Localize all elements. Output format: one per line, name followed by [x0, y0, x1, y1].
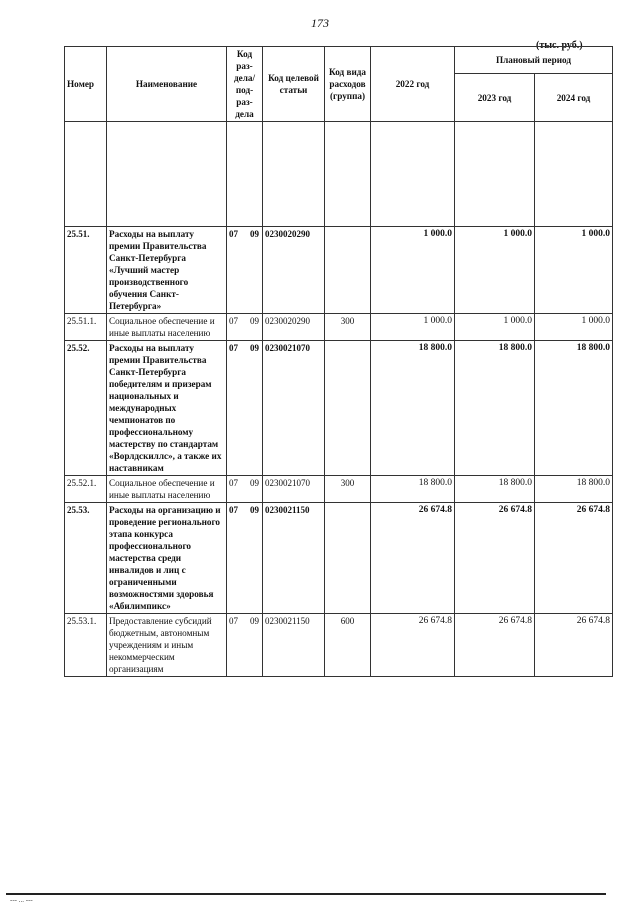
table-row [65, 476, 613, 503]
footer-mark: --- ... --- [10, 896, 33, 904]
row-amount-2023: 26 674.8 [455, 503, 535, 614]
header-year-2023: 2023 год [455, 74, 535, 122]
row-amount-2022: 26 674.8 [371, 614, 455, 677]
row-number: 25.52.1. [65, 476, 107, 503]
table-row [65, 341, 613, 476]
header-article-code: Код целевой статьи [263, 47, 325, 122]
row-amount-2023: 18 800.0 [455, 341, 535, 476]
row-section: 07 [229, 478, 238, 488]
row-section: 07 [229, 616, 238, 626]
row-group-code [325, 503, 371, 614]
row-amount-2024: 1 000.0 [535, 314, 613, 341]
row-number: 25.53. [65, 503, 107, 614]
row-amount-2023: 18 800.0 [455, 476, 535, 503]
row-amount-2022: 26 674.8 [371, 503, 455, 614]
row-section: 07 [229, 343, 238, 353]
row-article-code: 0230020290 [263, 227, 325, 314]
table-row [65, 314, 613, 341]
header-name: Наименование [107, 47, 227, 122]
row-section-code [227, 227, 263, 314]
row-group-code [325, 227, 371, 314]
row-section-code [227, 614, 263, 677]
row-amount-2022: 18 800.0 [371, 341, 455, 476]
row-number: 25.52. [65, 341, 107, 476]
row-section-code [227, 314, 263, 341]
budget-table [64, 46, 613, 677]
row-subsection: 09 [250, 229, 259, 239]
row-amount-2024: 26 674.8 [535, 614, 613, 677]
row-subsection: 09 [250, 343, 259, 353]
footer-rule [6, 893, 606, 895]
row-subsection: 09 [250, 616, 259, 626]
header-planned-period: Плановый период [455, 47, 613, 74]
row-name: Расходы на выплату премии Правительства Санкт-Петербурга победителям и призерам национальных и международных чемпионатов по профессиональному мастерству по стандартам «Ворлдскиллс», а также их наставникам [107, 341, 227, 476]
row-article-code: 0230021150 [263, 614, 325, 677]
row-subsection: 09 [250, 505, 259, 515]
row-article-code: 0230021070 [263, 341, 325, 476]
row-number: 25.51.1. [65, 314, 107, 341]
header-year-2024: 2024 год [535, 74, 613, 122]
row-amount-2023: 1 000.0 [455, 314, 535, 341]
row-amount-2024: 1 000.0 [535, 227, 613, 314]
row-section: 07 [229, 316, 238, 326]
row-amount-2023: 26 674.8 [455, 614, 535, 677]
row-amount-2024: 26 674.8 [535, 503, 613, 614]
row-section: 07 [229, 505, 238, 515]
row-name: Расходы на выплату премии Правительства Санкт-Петербурга «Лучший мастер производственного обучения Санкт-Петербурга» [107, 227, 227, 314]
header-number: Номер [65, 47, 107, 122]
row-section-code [227, 341, 263, 476]
row-amount-2022: 18 800.0 [371, 476, 455, 503]
row-amount-2024: 18 800.0 [535, 341, 613, 476]
row-amount-2022: 1 000.0 [371, 314, 455, 341]
row-group-code [325, 341, 371, 476]
header-group-code: Код вида расходов (группа) [325, 47, 371, 122]
row-subsection: 09 [250, 478, 259, 488]
row-group-code: 300 [325, 476, 371, 503]
row-name: Социальное обеспечение и иные выплаты населению [107, 476, 227, 503]
row-section-code [227, 503, 263, 614]
row-name: Социальное обеспечение и иные выплаты населению [107, 314, 227, 341]
row-section: 07 [229, 229, 238, 239]
row-number: 25.53.1. [65, 614, 107, 677]
row-name: Предоставление субсидий бюджетным, автономным учреждениям и иным некоммерческим организациям [107, 614, 227, 677]
row-amount-2023: 1 000.0 [455, 227, 535, 314]
row-group-code: 600 [325, 614, 371, 677]
row-amount-2022: 1 000.0 [371, 227, 455, 314]
row-name: Расходы на организацию и проведение регионального этапа конкурса профессионального мастерства среди инвалидов и лиц с ограниченными возможностями здоровья «Абилимпикс» [107, 503, 227, 614]
row-amount-2024: 18 800.0 [535, 476, 613, 503]
units-label: (тыс. руб.) [536, 40, 583, 51]
header-row [65, 47, 613, 74]
row-article-code: 0230020290 [263, 314, 325, 341]
row-group-code: 300 [325, 314, 371, 341]
header-section-code: Код раз-дела/ под-раз-дела [227, 47, 263, 122]
row-article-code: 0230021070 [263, 476, 325, 503]
row-section-code [227, 476, 263, 503]
table-row [65, 227, 613, 314]
spacer-row [65, 122, 613, 227]
row-article-code: 0230021150 [263, 503, 325, 614]
row-number: 25.51. [65, 227, 107, 314]
page-number: 173 [311, 16, 329, 30]
row-subsection: 09 [250, 316, 259, 326]
header-year-2022: 2022 год [371, 47, 455, 122]
table-row [65, 614, 613, 677]
table-row [65, 503, 613, 614]
